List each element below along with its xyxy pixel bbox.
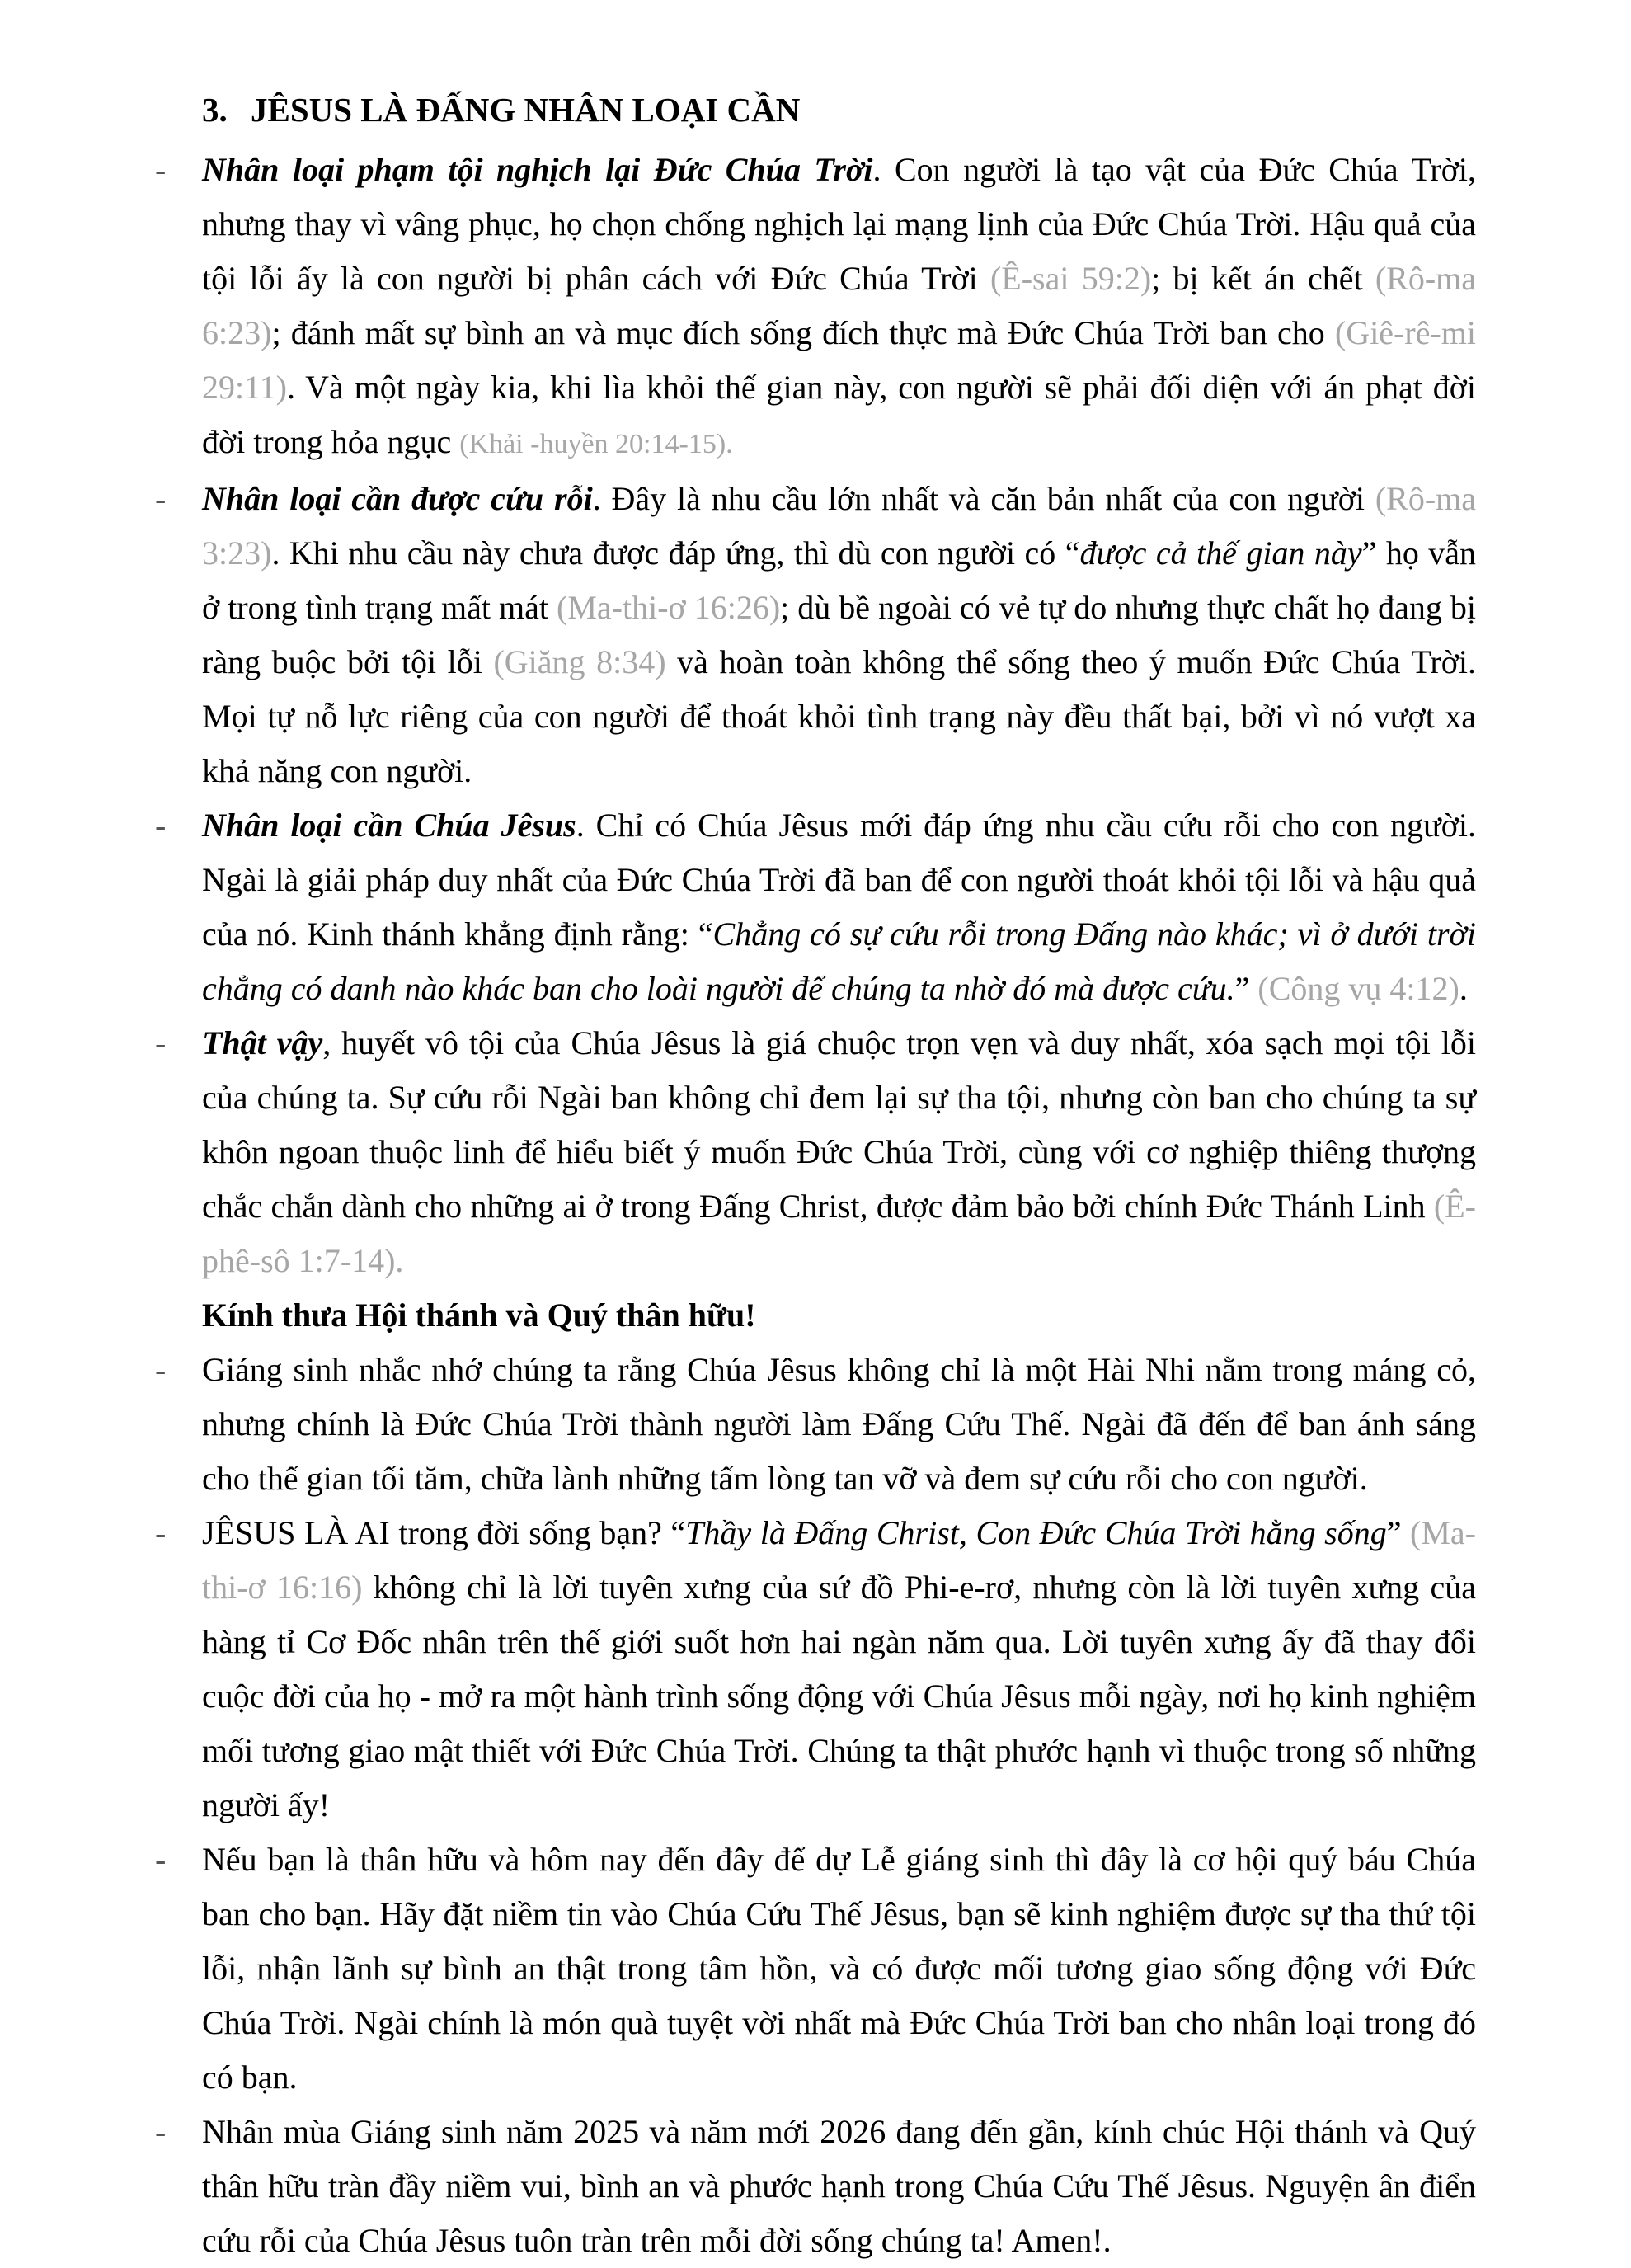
- text-segment: không chỉ là lời tuyên xưng của sứ đồ Phi-e-rơ, nhưng còn là lời tuyên xưng của hàng tỉ Cơ Đốc nhân trên thế giới suốt hơn hai ngàn năm qua. Lời tuyên xưng ấy đã thay đổi cuộc đời của họ - mở ra một hành trình sống động với Chúa Jêsus mỗi ngày, nơi họ kinh nghiệm mối tương giao mật thiết với Đức Chúa Trời. Chúng ta thật phước hạnh vì thuộc trong số những người ấy!: [202, 1569, 1476, 1823]
- dash-marker: -: [155, 151, 167, 188]
- text-segment: Nhân loại cần Chúa Jêsus: [202, 807, 576, 844]
- text-segment: . Khi nhu cầu này chưa được đáp ứng, thì dù con người có “: [271, 534, 1080, 572]
- scripture-reference: (Ma-thi-ơ 16:26): [557, 589, 781, 626]
- dash-marker: -: [155, 807, 167, 844]
- dash-marker: -: [155, 1351, 167, 1388]
- scripture-reference: (Ma-thi-ơ 16:16): [202, 1514, 1476, 1606]
- list-paragraph: [155, 1506, 1476, 1833]
- scripture-reference: (Giê-rê-mi 29:11): [202, 314, 1476, 406]
- text-segment: ; bị kết án chết: [1151, 260, 1375, 297]
- scripture-reference: (Ê-phê-sô 1:7-14).: [202, 1188, 1476, 1279]
- dash-marker: -: [155, 2113, 167, 2150]
- text-segment: ”: [1234, 970, 1258, 1007]
- text-segment: Nhân mùa Giáng sinh năm 2025 và năm mới 2026 đang đến gần, kính chúc Hội thánh và Quý thân hữu tràn đầy niềm vui, bình an và phước hạnh trong Chúa Cứu Thế Jêsus. Nguyện ân điển cứu rỗi của Chúa Jêsus tuôn tràn trên mỗi đời sống chúng ta! Amen!.: [202, 2113, 1476, 2259]
- paragraph-list: [155, 143, 1477, 2268]
- dash-marker: -: [155, 480, 167, 517]
- text-segment: .: [1459, 970, 1468, 1007]
- list-paragraph: [155, 798, 1477, 1016]
- scripture-reference: (Rô-ma 6:23): [202, 260, 1477, 351]
- text-segment: Chẳng có sự cứu rỗi trong Đấng nào khác; vì ở dưới trời chẳng có danh nào khác ban cho loài người để chúng ta nhờ đó mà được cứu.: [202, 915, 1477, 1007]
- list-paragraph: [155, 1833, 1476, 2105]
- dash-marker: -: [155, 1514, 167, 1551]
- text-segment: . Chỉ có Chúa Jêsus mới đáp ứng nhu cầu cứu rỗi cho con người. Ngài là giải pháp duy nhất của Đức Chúa Trời đã ban để con người thoát khỏi tội lỗi và hậu quả của nó. Kinh thánh khẳng định rằng: “: [202, 807, 1476, 953]
- list-paragraph: [155, 1343, 1476, 1506]
- scripture-reference: (Ê-sai 59:2): [989, 260, 1152, 297]
- text-segment: Thật vậy: [202, 1024, 323, 1061]
- section-heading: [202, 82, 1476, 137]
- text-segment: ; dù bề ngoài có vẻ tự do nhưng thực chất họ đang bị ràng buộc bởi tội lỗi: [202, 589, 1477, 680]
- text-segment: Nếu bạn là thân hữu và hôm nay đến đây để dự Lễ giáng sinh thì đây là cơ hội quý báu Chúa ban cho bạn. Hãy đặt niềm tin vào Chúa Cứu Thế Jêsus, bạn sẽ kinh nghiệm được sự tha thứ tội lỗi, nhận lãnh sự bình an thật trong tâm hồn, và có được mối tương giao sống động với Đức Chúa Trời. Ngài chính là món quà tuyệt vời nhất mà Đức Chúa Trời ban cho nhân loại trong đó có bạn.: [202, 1841, 1476, 2096]
- text-segment: , huyết vô tội của Chúa Jêsus là giá chuộc trọn vẹn và duy nhất, xóa sạch mọi tội lỗi của chúng ta. Sự cứu rỗi Ngài ban không chỉ đem lại sự tha tội, nhưng còn ban cho chúng ta sự khôn ngoan thuộc linh để hiểu biết ý muốn Đức Chúa Trời, cùng với cơ nghiệp thiêng thượng chắc chắn dành cho những ai ở trong Đấng Christ, được đảm bảo bởi chính Đức Thánh Linh: [202, 1024, 1476, 1225]
- section-title: JÊSUS LÀ ĐẤNG NHÂN LOẠI CẦN: [251, 91, 801, 129]
- text-segment: Giáng sinh nhắc nhớ chúng ta rằng Chúa Jêsus không chỉ là một Hài Nhi nằm trong máng cỏ, nhưng chính là Đức Chúa Trời thành người làm Đấng Cứu Thế. Ngài đã đến để ban ánh sáng cho thế gian tối tăm, chữa lành những tấm lòng tan vỡ và đem sự cứu rỗi cho con người.: [202, 1351, 1476, 1497]
- scripture-reference: (Khải -huyền 20:14-15).: [459, 429, 733, 459]
- text-segment: Thầy là Đấng Christ, Con Đức Chúa Trời hằng sống: [685, 1514, 1387, 1551]
- text-segment: . Con người là tạo vật của Đức Chúa Trời, nhưng thay vì vâng phục, họ chọn chống nghịch lại mạng lịnh của Đức Chúa Trời. Hậu quả của tội lỗi ấy là con người bị phân cách với Đức Chúa Trời: [202, 151, 1476, 297]
- section-subheading: Kính thưa Hội thánh và Quý thân hữu!: [202, 1296, 756, 1334]
- scripture-reference: (Rô-ma 3:23): [202, 480, 1476, 572]
- text-segment: và hoàn toàn không thể sống theo ý muốn Đức Chúa Trời. Mọi tự nỗ lực riêng của con người để thoát khỏi tình trạng này đều thất bại, bởi vì nó vượt xa khả năng con người.: [202, 643, 1476, 789]
- scripture-reference: (Giăng 8:34): [493, 643, 666, 680]
- text-segment: . Đây là nhu cầu lớn nhất và căn bản nhất của con người: [592, 480, 1375, 517]
- text-segment: được cả thế gian này: [1079, 534, 1362, 572]
- text-segment: Nhân loại cần được cứu rỗi: [202, 480, 593, 517]
- text-segment: ; đánh mất sự bình an và mục đích sống đích thực mà Đức Chúa Trời ban cho: [271, 314, 1335, 351]
- dash-marker: -: [155, 1024, 167, 1061]
- dash-marker: -: [155, 1841, 167, 1878]
- section-number: 3.: [202, 91, 228, 129]
- text-segment: ” họ vẫn ở trong tình trạng mất mát: [202, 534, 1477, 626]
- document-body: [155, 82, 1477, 2268]
- text-segment: JÊSUS LÀ AI trong đời sống bạn? “: [202, 1514, 686, 1551]
- list-paragraph: [155, 2105, 1476, 2268]
- list-paragraph: [155, 143, 1477, 472]
- list-paragraph: [155, 472, 1477, 798]
- text-segment: ”: [1386, 1514, 1411, 1551]
- text-segment: . Và một ngày kia, khi lìa khỏi thế gian này, con người sẽ phải đối diện với án phạt đời đời trong hỏa ngục: [202, 369, 1476, 460]
- text-segment: Nhân loại phạm tội nghịch lại Đức Chúa Trời: [202, 151, 873, 188]
- list-paragraph: [155, 1016, 1476, 1288]
- scripture-reference: (Công vụ 4:12): [1257, 970, 1459, 1007]
